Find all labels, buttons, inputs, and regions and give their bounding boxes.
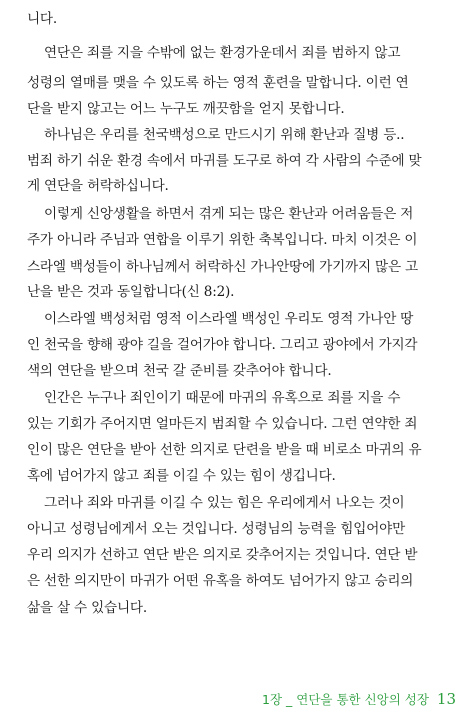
body-line: 성령의 열매를 맺을 수 있도록 하는 영적 훈련을 말합니다. 이런 연: [27, 75, 409, 91]
body-line: 주가 아니라 주님과 연합을 이루기 위한 축복입니다. 마치 이것은 이: [27, 232, 418, 248]
body-line: 하나님은 우리를 천국백성으로 만드시기 위해 환난과 질병 등..: [44, 127, 405, 143]
body-line: 니다.: [27, 11, 57, 27]
body-line: 난을 받은 것과 동일합니다(신 8:2).: [27, 284, 235, 300]
body-line: 단을 받지 않고는 어느 누구도 깨끗함을 얻지 못합니다.: [27, 101, 345, 117]
body-line: 은 선한 의지만이 마귀가 어떤 유혹을 하여도 넘어가지 않고 승리의: [27, 573, 414, 589]
body-line: 아니고 성령님에게서 오는 것입니다. 성령님의 능력을 힘입어야만: [27, 521, 405, 537]
body-line: 이스라엘 백성처럼 영적 이스라엘 백성인 우리도 영적 가나안 땅: [44, 311, 414, 327]
body-line: 게 연단을 허락하십니다.: [27, 178, 169, 194]
body-line: 그러나 죄와 마귀를 이길 수 있는 힘은 우리에게서 나오는 것이: [44, 495, 405, 511]
body-line: 인간은 누구나 죄인이기 때문에 마귀의 유혹으로 죄를 지을 수: [44, 390, 401, 406]
body-line: 인 천국을 향해 광야 길을 걸어가야 합니다. 그리고 광야에서 가지각: [27, 337, 418, 353]
page-number: 13: [436, 690, 456, 708]
body-line: 있는 기회가 주어지면 얼마든지 범죄할 수 있습니다. 그런 연약한 죄: [27, 416, 418, 432]
body-line: 혹에 넘어가지 않고 죄를 이길 수 있는 힘이 생깁니다.: [27, 468, 336, 484]
body-line: 범죄 하기 쉬운 환경 속에서 마귀를 도구로 하여 각 사람의 수준에 맞: [27, 153, 422, 169]
running-footer: [262, 688, 456, 710]
body-line: 색의 연단을 받으며 천국 갈 준비를 갖추어야 합니다.: [27, 363, 332, 379]
body-line: 인이 많은 연단을 받아 선한 의지로 단련을 받을 때 비로소 마귀의 유: [27, 442, 422, 458]
body-line: 삶을 살 수 있습니다.: [27, 600, 147, 616]
body-line: 연단은 죄를 지을 수밖에 없는 환경가운데서 죄를 범하지 않고: [44, 45, 401, 61]
chapter-label: 1장: [262, 692, 283, 707]
chapter-title: 연단을 통한 신앙의 성장: [296, 692, 429, 707]
body-line: 이렇게 신앙생활을 하면서 겪게 되는 많은 환난과 어려움들은 저: [44, 206, 414, 222]
footer-separator: _: [286, 692, 293, 707]
body-line: 스라엘 백성들이 하나님께서 허락하신 가나안땅에 가기까지 많은 고: [27, 259, 418, 275]
body-line: 우리 의지가 선하고 연단 받은 의지로 갖추어지는 것입니다. 연단 받: [27, 547, 418, 563]
